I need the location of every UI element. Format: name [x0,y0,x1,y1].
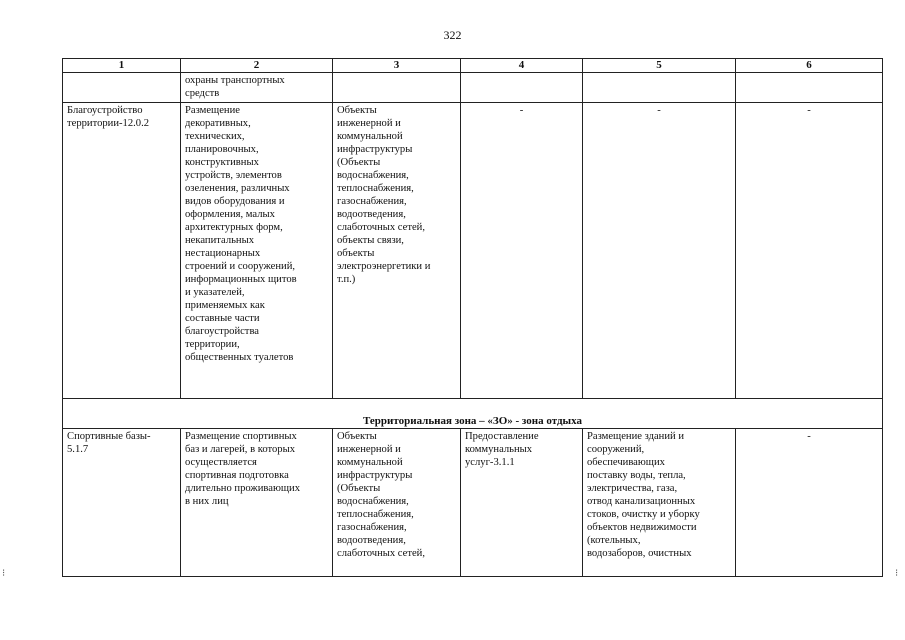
table-cell: Объекты инженерной и коммунальной инфраструктуры (Объекты водоснабжения, теплоснабжения, газоснабжения, водоотведения, слаботочных сетей, [333,429,461,577]
table-cell: Объекты инженерной и коммунальной инфраструктуры (Объекты водоснабжения, теплоснабжения, газоснабжения, водоотведения, слаботочных сетей, объекты связи, объекты электроэнергетики и т.п.) [333,103,461,399]
table-cell: - [736,103,883,399]
table-row [63,103,883,399]
table-row [63,73,883,103]
column-header: 4 [461,59,583,73]
table-cell: - [736,429,883,577]
table-cell: охраны транспортных средств [181,73,333,103]
table-cell: Размещение спортивных баз и лагерей, в которых осуществляется спортивная подготовка длительно проживающих в них лиц [181,429,333,577]
table-cell: Предоставление коммунальных услуг-3.1.1 [461,429,583,577]
column-header: 1 [63,59,181,73]
table-cell [583,73,736,103]
table-row [63,429,883,577]
page-number: 322 [443,28,462,42]
zone-title: Территориальная зона – «ЗО» - зона отдыха [63,399,883,429]
column-header: 6 [736,59,883,73]
zone-title-row [63,399,883,429]
column-header: 5 [583,59,736,73]
table-cell: - [583,103,736,399]
table-cell [736,73,883,103]
right-margin-mark: ⁝ [895,568,899,579]
table-cell [461,73,583,103]
table-cell [63,73,181,103]
table-cell [333,73,461,103]
left-margin-mark: ⁝ [2,568,6,579]
table-cell: Размещение зданий и сооружений, обеспечивающих поставку воды, тепла, электричества, газа, отвод канализационных стоков, очистку и уборку объектов недвижимости (котельных, водозаборов, очистных [583,429,736,577]
land-use-table [62,58,883,577]
table-header-row [63,59,883,73]
table-cell: Спортивные базы- 5.1.7 [63,429,181,577]
column-header: 3 [333,59,461,73]
column-header: 2 [181,59,333,73]
table-cell: Благоустройство территории-12.0.2 [63,103,181,399]
table-cell: Размещение декоративных, технических, планировочных, конструктивных устройств, элементов озеленения, различных видов оборудования и оформления, малых архитектурных форм, некапитальных нестационарных строений и сооружений, информационных щитов и указателей, применяемых как составные части благоустройства территории, общественных туалетов [181,103,333,399]
table-cell: - [461,103,583,399]
